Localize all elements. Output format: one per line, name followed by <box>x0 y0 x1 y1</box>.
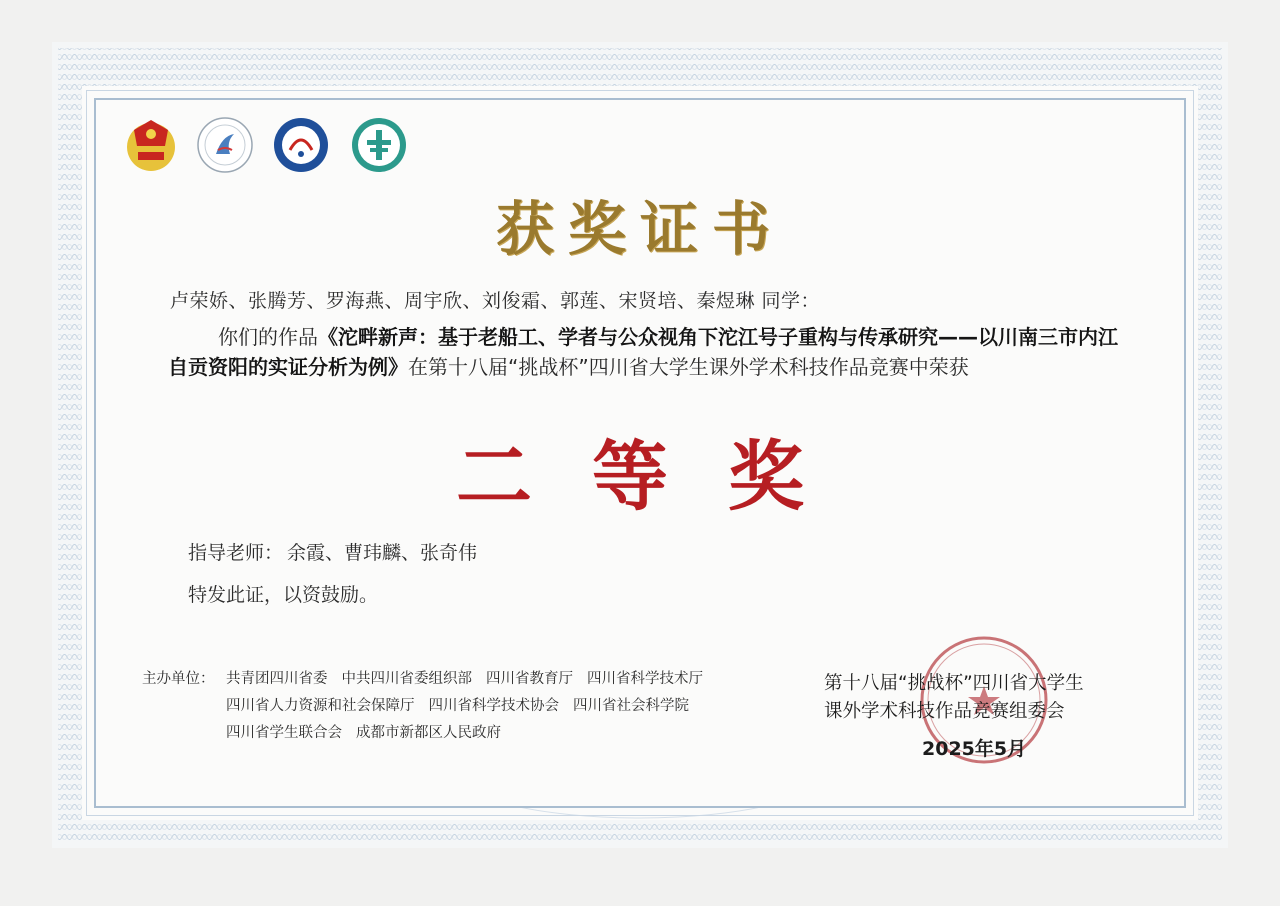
issuer-committee <box>824 670 1164 726</box>
youth-league-emblem-icon <box>122 116 180 174</box>
organizer: 四川省人力资源和社会保障厅 <box>226 698 415 714</box>
organizers-label: 主办单位： <box>142 671 215 687</box>
issue-date: 2025年5月 <box>922 738 1027 760</box>
challenge-cup-logo-icon <box>196 116 254 174</box>
competition-context: 在第十八届“挑战杯”四川省大学生课外学术科技作品竞赛中荣获 <box>408 355 969 379</box>
issuer-line-1: 第十八届“挑战杯”四川省大学生 <box>824 673 1084 694</box>
organizer: 四川省科学技术协会 <box>428 698 559 714</box>
organizer: 共青团四川省委 <box>226 671 328 687</box>
advisor-label: 指导老师： <box>188 542 284 564</box>
bank-logo-icon <box>350 116 408 174</box>
organizers-row <box>226 720 515 747</box>
organizer: 四川省科学技术厅 <box>587 671 703 687</box>
organizers-row <box>226 693 703 720</box>
issuer-line-2: 课外学术科技作品竞赛组委会 <box>824 701 1065 722</box>
organizer: 成都市新都区人民政府 <box>356 725 501 741</box>
closing-text: 特发此证，以资鼓励。 <box>188 584 379 606</box>
organizer: 四川省社会科学院 <box>573 698 689 714</box>
citation-text <box>168 322 1118 382</box>
organizer: 中共四川省委组织部 <box>341 671 472 687</box>
work-title: 《沱畔新声：基于老船工、学者与公众视角下沱江号子重构与传承研究——以川南三市内江自贡资阳的实证分析为例》 <box>168 325 1118 379</box>
advisor-names: 余霞、曹玮麟、张奇伟 <box>287 542 478 564</box>
certificate <box>52 42 1228 848</box>
organizer: 四川省教育厅 <box>486 671 573 687</box>
award-level: 二等奖 <box>456 432 864 521</box>
citation-intro: 你们的作品 <box>218 325 318 349</box>
advisor-line <box>188 538 477 565</box>
recipients: 卢荣娇、张腾芳、罗海燕、周宇欣、刘俊霜、郭莲、宋贤培、秦煜琳 同学： <box>170 290 821 312</box>
organizers-row <box>226 666 717 693</box>
certificate-title: 获奖证书 <box>495 195 784 263</box>
university-logo-icon <box>272 116 330 174</box>
organizer: 四川省学生联合会 <box>226 725 342 741</box>
